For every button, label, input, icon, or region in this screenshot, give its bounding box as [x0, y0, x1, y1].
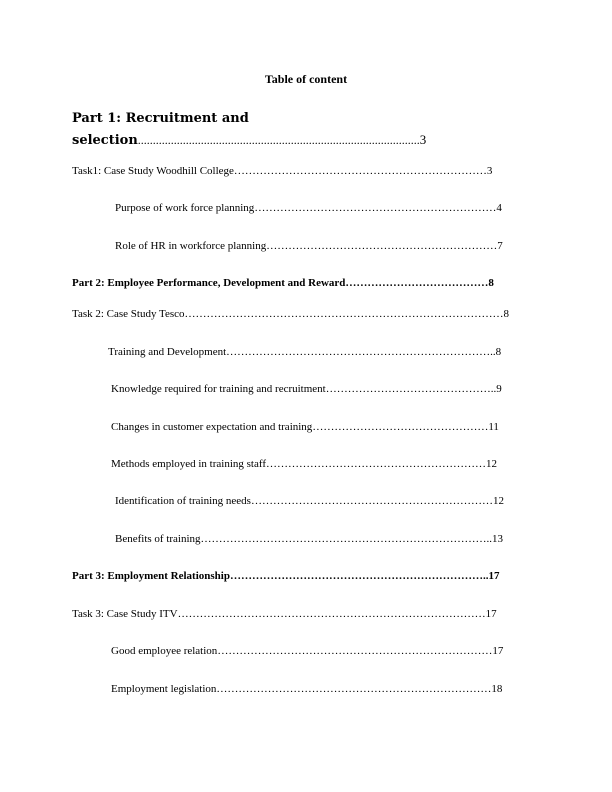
toc-entry-label: Role of HR in workforce planning	[115, 240, 267, 252]
toc-entry-leader: ……………………………………………………	[266, 458, 486, 470]
part1-heading-line2	[72, 129, 502, 151]
toc-entry-leader: ……………………………………………………………..	[229, 570, 489, 582]
toc-entry-page: 13	[492, 533, 504, 545]
toc-entry-part2	[72, 276, 494, 290]
toc-entry-label: Good employee relation	[111, 645, 218, 657]
toc-entry-training-needs	[115, 494, 504, 508]
toc-entry-page: 8	[488, 277, 494, 289]
toc-entry-page: 18	[491, 683, 503, 695]
part1-heading-text: selection	[72, 133, 138, 148]
toc-entry-leader: …………………………………………………………	[250, 495, 493, 507]
toc-entry-knowledge-required	[111, 382, 502, 396]
toc-entry-leader: ……………………………………………………………………………	[184, 308, 504, 320]
toc-entry-page: 7	[497, 240, 503, 252]
toc-entry-label: Benefits of training	[115, 533, 201, 545]
toc-entry-leader: …………………………………………………………	[254, 202, 497, 214]
toc-entry-label: Task 3: Case Study ITV	[72, 608, 178, 620]
toc-entry-label: Purpose of work force planning	[115, 202, 255, 214]
toc-entry-page: 8	[495, 346, 502, 358]
toc-entry-page: 4	[496, 202, 502, 214]
toc-entry-leader: …………………………………………………………………………	[177, 608, 486, 620]
toc-entry-page: 8	[503, 308, 510, 320]
toc-entry-task1	[72, 164, 492, 178]
toc-entry-part3	[72, 569, 499, 583]
toc-entry-leader: ………………………………………………………………..	[226, 346, 496, 358]
toc-entry-employment-legislation	[111, 682, 502, 696]
part1-leader: ..............................................................................................	[137, 133, 420, 147]
toc-entry-leader: ……………………………………………………………………..	[200, 533, 493, 545]
toc-entry-label: Methods employed in training staff	[111, 458, 266, 470]
toc-entry-methods-training	[111, 457, 497, 471]
toc-entry-page: 12	[492, 495, 504, 507]
toc-entry-label: Task 2: Case Study Tesco	[72, 308, 185, 320]
toc-entry-role-of-hr	[115, 239, 503, 253]
toc-entry-label: Task1: Case Study Woodhill College	[72, 165, 234, 177]
toc-entry-page: 17	[492, 645, 504, 657]
toc-entry-employee-relation	[111, 644, 503, 658]
toc-entry-leader: …………………………………………………………………	[216, 683, 492, 695]
toc-entry-benefits-training	[115, 532, 503, 546]
toc-entry-page: 11	[488, 421, 499, 433]
toc-entry-leader: …………………………………	[345, 277, 489, 289]
toc-title: Table of content	[264, 72, 348, 86]
toc-entry-page: 17	[485, 608, 497, 620]
toc-entry-label: Identification of training needs	[115, 495, 251, 507]
toc-entry-task3	[72, 607, 497, 621]
toc-entry-customer-expectation	[111, 420, 499, 434]
toc-entry-label: Changes in customer expectation and training	[111, 421, 313, 433]
toc-entry-leader: …………………………………………………………………	[217, 645, 493, 657]
toc-entry-label: Part 3: Employment Relationship	[72, 570, 230, 582]
part1-page-number: 3	[419, 132, 427, 147]
toc-entry-training-development	[108, 345, 501, 359]
toc-entry-label: Part 2: Employee Performance, Development and Reward	[72, 277, 346, 289]
toc-entry-page: 3	[486, 165, 493, 177]
toc-entry-label: Knowledge required for training and recruitment	[111, 383, 326, 395]
toc-entry-label: Training and Development	[108, 346, 227, 358]
toc-entry-label: Employment legislation	[111, 683, 217, 695]
toc-entry-page: 17	[488, 570, 500, 582]
toc-entry-leader: …………………………………………	[312, 421, 489, 433]
toc-entry-page: 9	[496, 383, 502, 395]
toc-entry-leader: ………………………………………..	[325, 383, 497, 395]
toc-entry-leader: ……………………………………………………………	[233, 165, 487, 177]
toc-entry-page: 12	[486, 458, 497, 470]
toc-entry-workforce-planning	[115, 201, 502, 215]
toc-part1-heading	[72, 108, 502, 151]
part1-heading-line1: Part 1: Recruitment and	[72, 111, 249, 126]
toc-entry-task2	[72, 307, 509, 321]
toc-entry-leader: ………………………………………………………	[266, 240, 498, 252]
